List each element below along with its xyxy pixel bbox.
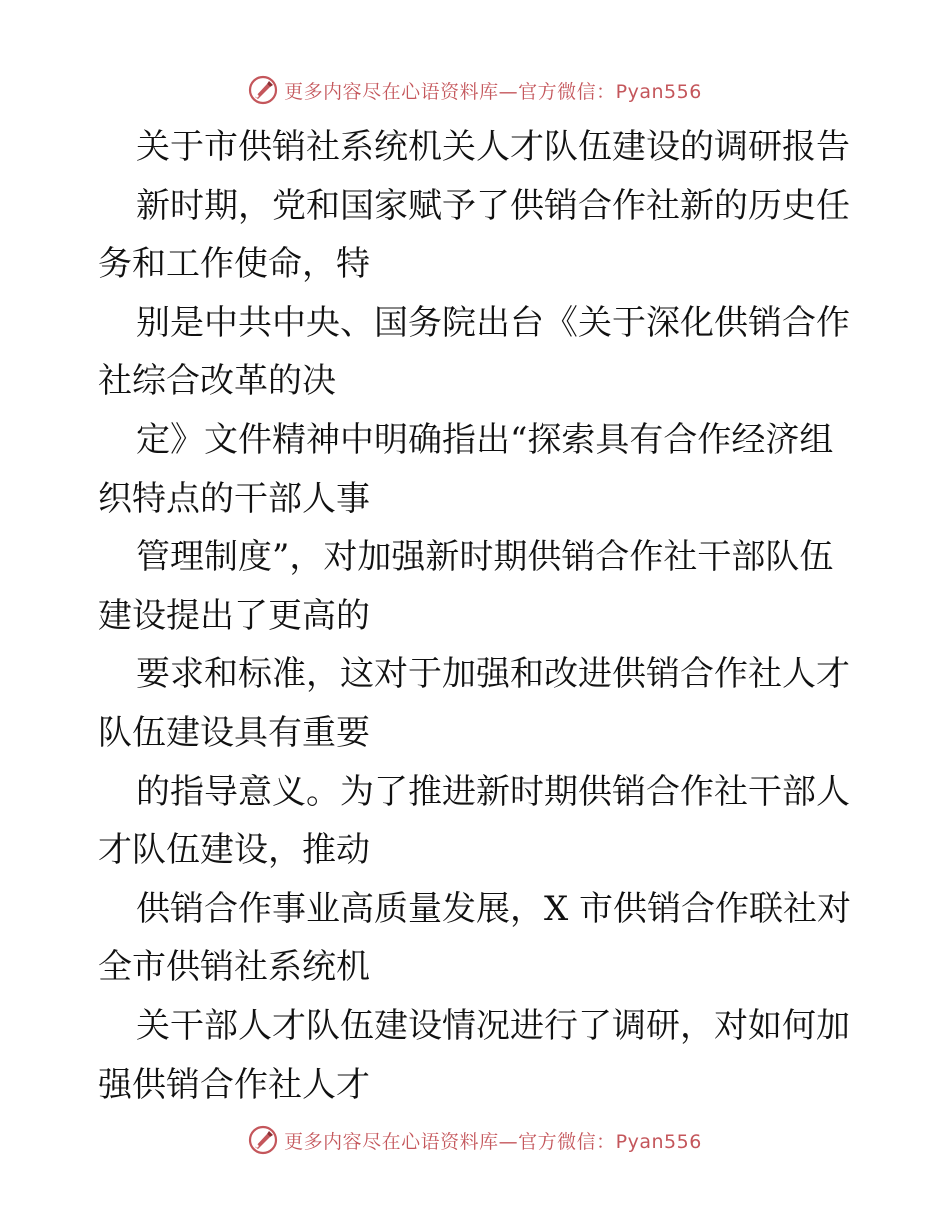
- pen-logo-icon: [248, 1125, 278, 1155]
- paragraph-line: 定》文件精神中明确指出“探索具有合作经济组: [136, 419, 834, 460]
- paragraph-line: 的指导意义。为了推进新时期供销合作社干部人: [136, 771, 850, 812]
- paragraph-line: 关干部人才队伍建设情况进行了调研，对如何加: [136, 1005, 850, 1046]
- document-body: [98, 118, 858, 1114]
- footer-watermark: [0, 1120, 950, 1160]
- paragraph-line: 全市供销社系统机: [98, 947, 370, 988]
- paragraph-line: 强供销合作社人才: [98, 1064, 370, 1105]
- paragraph-line: 新时期，党和国家赋予了供销合作社新的历史任: [136, 185, 850, 226]
- watermark-text: 更多内容尽在心语资料库—官方微信：Pyan556: [284, 80, 702, 103]
- watermark-text: 更多内容尽在心语资料库—官方微信：Pyan556: [284, 1130, 702, 1153]
- paragraph-line: 管理制度”，对加强新时期供销合作社干部队伍: [136, 537, 834, 578]
- paragraph-line: 队伍建设具有重要: [98, 712, 370, 753]
- document-title: 关于市供销社系统机关人才队伍建设的调研报告: [136, 127, 850, 167]
- paragraph-line: 社综合改革的决: [98, 361, 336, 402]
- paragraph-line: 建设提出了更高的: [98, 595, 370, 636]
- paragraph-line: 别是中共中央、国务院出台《关于深化供销合作: [136, 302, 850, 343]
- header-watermark: [0, 70, 950, 110]
- paragraph-line: 才队伍建设，推动: [98, 830, 370, 871]
- paragraph-line: 供销合作事业高质量发展，X 市供销合作联社对: [136, 888, 852, 929]
- pen-logo-icon: [248, 75, 278, 105]
- paragraph-line: 织特点的干部人事: [98, 478, 370, 519]
- paragraph-line: 要求和标准，这对于加强和改进供销合作社人才: [136, 654, 850, 695]
- paragraph-line: 务和工作使命，特: [98, 244, 370, 285]
